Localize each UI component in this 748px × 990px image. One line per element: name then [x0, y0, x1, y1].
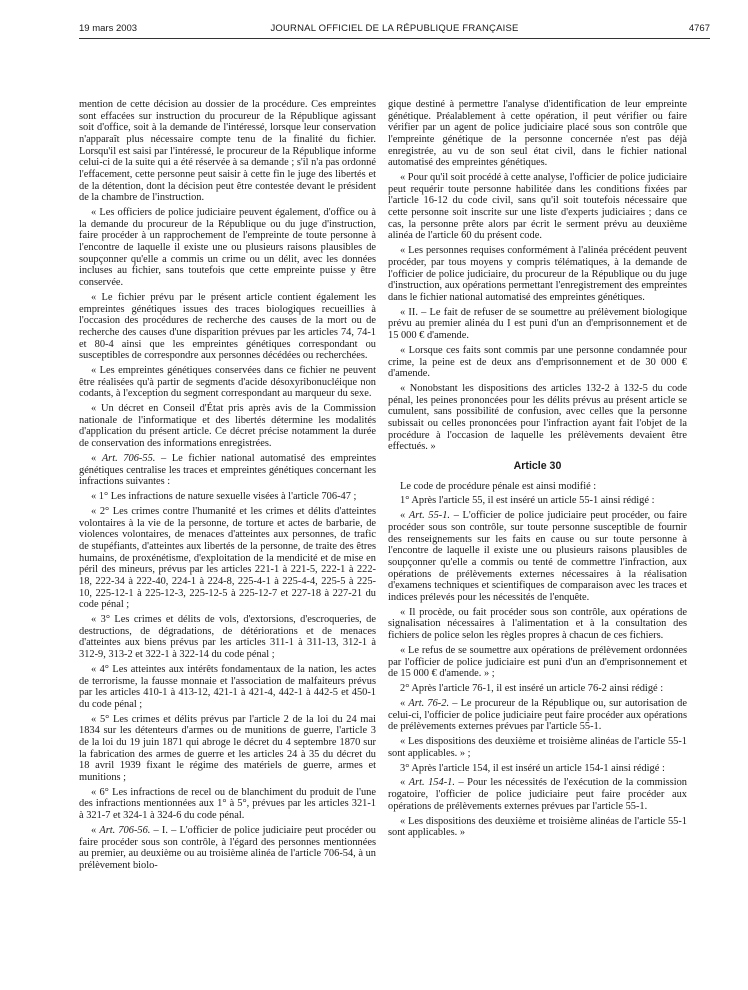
paragraph: « Pour qu'il soit procédé à cette analyse, l'officier de police judiciaire peut requérir toute personne habilitée dans les conditions fixées par l'article 16-12 du code civil, sans qu'il soit toutefois nécessaire que cette personne soit inscrite sur une liste d'experts judiciaires ; dans ce cas, la personne prête alors par écrit le serment prévu au deuxième alinéa de l'article 60 du présent code. — [388, 172, 687, 242]
journal-title: JOURNAL OFFICIEL DE LA RÉPUBLIQUE FRANÇAISE — [270, 23, 519, 34]
paragraph: « Les dispositions des deuxième et troisième alinéas de l'article 55-1 sont applicables. » — [388, 815, 687, 839]
right-column — [388, 99, 687, 842]
paragraph: « Les personnes requises conformément à l'alinéa précédent peuvent procéder, par tous moyens y compris télématiques, à la demande de l'officier de police judiciaire, du procureur de la République ou du juge d'instruction, aux opérations permettant l'enregistrement des empreintes dans le fichier national automatisé des empreintes génétiques. — [388, 245, 687, 303]
paragraph: « 4° Les atteintes aux intérêts fondamentaux de la nation, les actes de terrorisme, la fausse monnaie et l'association de malfaiteurs prévus par les articles 410-1 à 413-12, 421-1 à 421-4, 442-1 à 442-5 et 450-1 du code pénal ; — [79, 663, 376, 710]
paragraph: « Un décret en Conseil d'État pris après avis de la Commission nationale de l'informatique et des libertés détermine les modalités d'application du présent article. Ce décret précise notamment la durée de conservation des informations enregistrées. — [79, 403, 376, 450]
paragraph: « Art. 154-1. – Pour les nécessités de l'exécution de la commission rogatoire, l'officier de police judiciaire peut faire procéder aux opérations de prélèvements externes prévues par l'article 55-1. — [388, 777, 688, 812]
page-header — [79, 16, 710, 38]
paragraph: « Les empreintes génétiques conservées dans ce fichier ne peuvent être réalisées qu'à partir de segments d'acide désoxyribonucléique non codants, à l'exception du segment correspondant au marqueur du sexe. — [79, 365, 376, 400]
paragraph: gique destiné à permettre l'analyse d'identification de leur empreinte génétique. Préalablement à cette opération, il peut vérifier ou faire vérifier par un agent de police judiciaire placé sous son contrôle que l'empreinte génétique de la personne concernée n'est pas déjà enregistrée, au vu de son seul état civil, dans le fichier national automatisé des empreintes génétiques. — [388, 99, 687, 169]
paragraph: « Lorsque ces faits sont commis par une personne condamnée pour crime, la peine est de deux ans d'emprisonnement et de 30 000 € d'amende. — [388, 344, 687, 380]
paragraph: « Le refus de se soumettre aux opérations de prélèvement ordonnées par l'officier de police judiciaire est puni d'un an d'emprisonnement et de 15 000 € d'amende. » ; — [388, 644, 687, 680]
paragraph: « 1° Les infractions de nature sexuelle visées à l'article 706-47 ; — [91, 491, 357, 503]
paragraph: « Art. 706-55. – Le fichier national automatisé des empreintes génétiques centralise les traces et empreintes génétiques concernant les infractions suivantes : — [79, 452, 376, 488]
paragraph: « II. – Le fait de refuser de se soumettre au prélèvement biologique prévu au premier alinéa du I est puni d'un an d'emprisonnement et de 15 000 € d'amende. — [388, 306, 687, 342]
paragraph: « 5° Les crimes et délits prévus par l'article 2 de la loi du 24 mai 1834 sur les détenteurs d'armes ou de munitions de guerre, l'article 3 de la loi du 19 juin 1871 qui abroge le décret du 4 septembre 1870 sur la fabrication des armes de guerre et les articles 24 à 35 du décret du 18 avril 1939 fixant le régime des matériels de guerre, armes et munitions ; — [79, 713, 376, 783]
paragraph: « Les officiers de police judiciaire peuvent également, d'office ou à la demande du procureur de la République ou du juge d'instruction, faire procéder à un rapprochement de l'empreinte de toute personne à l'encontre de laquelle il existe une ou plusieurs raisons plausibles de soupçonner qu'elle a commis un crime ou un délit, avec les données incluses au fichier, sans toutefois que cette empreinte puisse y être conservée. — [79, 207, 376, 289]
page-number: 4767 — [688, 23, 710, 34]
paragraph: « Art. 76-2. – Le procureur de la République ou, sur autorisation de celui-ci, l'officier de police judiciaire peut faire procéder aux opérations de prélèvements externes prévues par l'article 55-1. — [388, 697, 687, 733]
paragraph: « Les dispositions des deuxième et troisième alinéas de l'article 55-1 sont applicables. » ; — [388, 736, 687, 759]
paragraph: « Art. 706-56. – I. – L'officier de police judiciaire peut procéder ou faire procéder sous son contrôle, à l'égard des personnes mentionnées au premier, au deuxième ou au troisième alinéa de l'article 706-54, à un prélèvement biolo- — [79, 824, 376, 871]
paragraph: « Art. 55-1. – L'officier de police judiciaire peut procéder, ou faire procéder sous son contrôle, sur toute personne susceptible de fournir des renseignements sur les faits en cause ou sur toute personne à l'encontre de laquelle il existe une ou plusieurs raisons plausibles de soupçonner qu'elle a commis ou tenté de commettre l'infraction, aux opérations de prélèvements externes nécessaires à la réalisation d'examens techniques et scientifiques de comparaison avec les traces et indices prélevés pour les nécessités de l'enquête. — [388, 510, 687, 603]
paragraph: 1° Après l'article 55, il est inséré un article 55-1 ainsi rédigé : — [400, 495, 655, 507]
paragraph: 3° Après l'article 154, il est inséré un article 154-1 ainsi rédigé : — [400, 762, 665, 774]
paragraph: « Nonobstant les dispositions des articles 132-2 à 132-5 du code pénal, les peines prononcées pour les délits prévus au présent article se cumulent, sans possibilité de confusion, avec celles que la personne subissait ou celles prononcées pour l'infraction ayant fait l'objet de la procédure à l'occasion de laquelle les prélèvements devaient être effectués. » — [388, 383, 687, 453]
article-heading: Article 30 — [513, 459, 562, 472]
paragraph: « 3° Les crimes et délits de vols, d'extorsions, d'escroqueries, de destructions, de dégradations, de détériorations et de menaces d'atteintes aux biens prévus par les articles 311-1 à 311-13, 312-1 à 312-9, 313-2 et 322-1 à 322-14 du code pénal ; — [79, 614, 376, 661]
left-column — [79, 99, 376, 875]
header-rule — [79, 38, 710, 39]
paragraph: « 2° Les crimes contre l'humanité et les crimes et délits d'atteintes volontaires à la vie de la personne, de torture et actes de barbarie, de violences volontaires, de menaces d'atteintes aux personnes, de trafic de stupéfiants, d'atteintes aux libertés de la personne, de traite des êtres humains, de proxénétisme, d'exploitation de la mendicité et de mise en péril des mineurs, prévus par les articles 221-1 à 221-5, 222-1 à 222-18, 222-34 à 222-40, 224-1 à 224-8, 225-4-1 à 225-4-4, 225-5 à 225-10, 225-12-1 à 225-12-3, 225-12-5 à 225-12-7 et 227-18 à 227-21 du code pénal ; — [79, 505, 376, 611]
paragraph: « Il procède, ou fait procéder sous son contrôle, aux opérations de signalisation nécessaires à l'alimentation et à la consultation des fichiers de police selon les règles propres à chacun de ces fichiers. — [388, 606, 687, 642]
header-date: 19 mars 2003 — [79, 23, 138, 34]
paragraph: 2° Après l'article 76-1, il est inséré un article 76-2 ainsi rédigé : — [400, 683, 664, 695]
paragraph: « Le fichier prévu par le présent article contient également les empreintes génétiques issues des traces biologiques recueillies à l'occasion des procédures de recherche des causes de la mort ou de recherche des causes d'une disparition prévues par les articles 74, 74-1 et 80-4 ainsi que les empreintes génétiques correspondant ou susceptibles de correspondre aux personnes décédées ou recherchées. — [79, 291, 376, 362]
paragraph: mention de cette décision au dossier de la procédure. Ces empreintes sont effacées sur instruction du procureur de la République agissant soit d'office, soit à la demande de l'intéressé, lorsque leur conservation n'apparaît plus nécessaire compte tenu de la finalité du fichier. Lorsqu'il est saisi par l'intéressé, le procureur de la République informe celui-ci de la suite qui a été réservée à sa demande ; s'il n'a pas ordonné l'effacement, cette personne peut saisir à cette fin le juge des libertés et de la détention, dont la décision peut être contestée devant le président de la chambre de l'instruction. — [79, 99, 376, 204]
paragraph: Le code de procédure pénale est ainsi modifié : — [400, 480, 597, 492]
paragraph: « 6° Les infractions de recel ou de blanchiment du produit de l'une des infractions mentionnées aux 1° à 5°, prévues par les articles 321-1 à 321-7 et 324-1 à 324-6 du code pénal. — [79, 786, 376, 822]
